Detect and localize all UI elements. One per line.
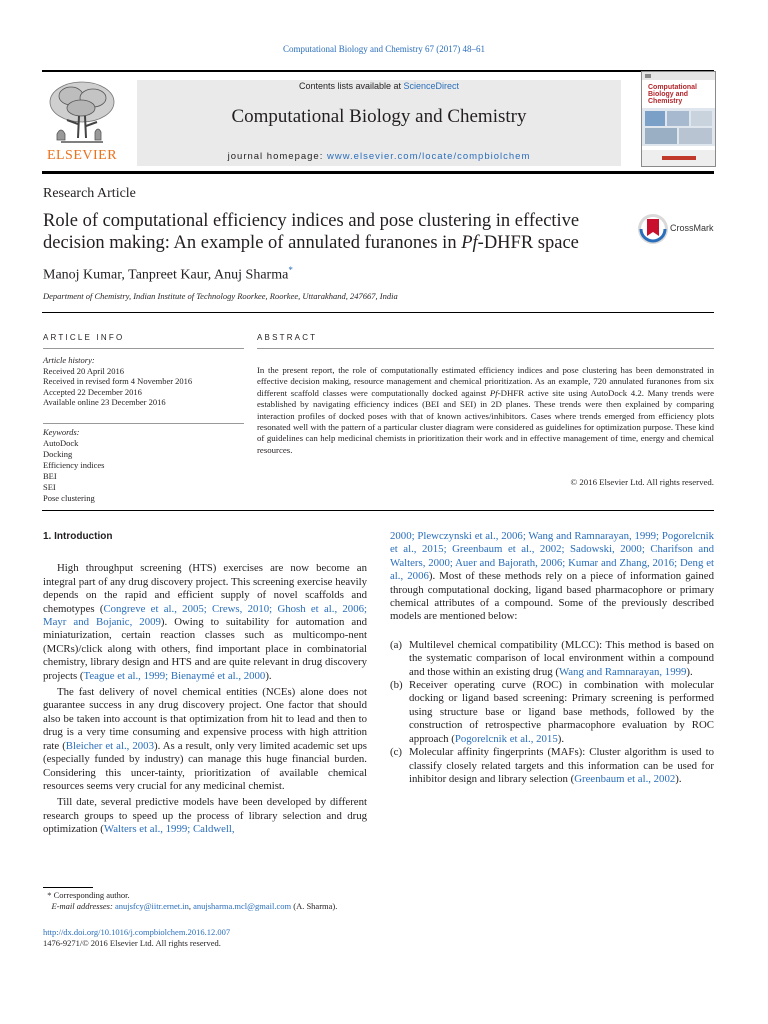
- list-item: [390, 679, 714, 746]
- text: ). As a result, only very limited academic set ups (especially funded by industry) can manage this huge financial burden. Considering this uncer-tainty, prioritization of available chemical resources seems very crucial for any medicinal chemist.: [43, 739, 367, 792]
- journal-reference[interactable]: Computational Biology and Chemistry 67 (2017) 48–61: [283, 44, 485, 54]
- info-rule: [43, 348, 244, 349]
- history-item: Available online 23 December 2016: [43, 397, 166, 408]
- elsevier-logo[interactable]: [43, 76, 121, 164]
- cover-title: Computational Biology and Chemistry: [648, 84, 697, 105]
- keyword-item: Docking: [43, 449, 73, 459]
- homepage-line: [137, 151, 621, 162]
- text: Multilevel chemical compatibility (MLCC): This method is based on the systematic comparison of local environment within a compound and those within an existing drug (: [409, 638, 714, 678]
- citation-link[interactable]: Pogorelcnik et al., 2015: [454, 732, 558, 745]
- keyword-item: BEI: [43, 471, 57, 481]
- history-item: Accepted 22 December 2016: [43, 386, 142, 397]
- citation-link[interactable]: Bleicher et al., 2003: [65, 739, 154, 752]
- corresponding-author-mark[interactable]: *: [288, 265, 293, 275]
- text: Receiver operating curve (ROC) in combination with molecular docking or ligand based screening: Primary screening is performed using structure base or ligand base methods, followed by the construction of retrospective pharmacophore evaluation by ROC approach (: [409, 679, 714, 745]
- list-item: [390, 639, 714, 679]
- contents-prefix: Contents lists available at: [298, 81, 404, 91]
- keyword-item: Efficiency indices: [43, 460, 105, 470]
- paragraph: [43, 686, 367, 793]
- section-heading-introduction: 1. Introduction: [43, 531, 113, 542]
- abstract-italic: Pf: [489, 387, 498, 398]
- list-item: [390, 746, 714, 786]
- keyword-item: SEI: [43, 482, 56, 492]
- text: ).: [265, 669, 272, 682]
- abstract-heading: ABSTRACT: [257, 333, 318, 342]
- elsevier-wordmark: ELSEVIER: [46, 148, 118, 163]
- list-label: (a): [390, 638, 402, 651]
- body-column-right: [390, 530, 714, 786]
- email-label: E-mail addresses:: [51, 901, 113, 911]
- section-rule: [42, 312, 714, 313]
- paragraph: [43, 796, 367, 836]
- text: ). Most of these methods rely on a piece of information gained through computational docking, ligand based pharmacophore or primary chemical attributes of a compound. Some of the previously described models are mentioned below:: [390, 570, 714, 623]
- article-type: Research Article: [43, 186, 136, 201]
- abstract-rule: [257, 348, 714, 349]
- affiliation: Department of Chemistry, Indian Institute of Technology Roorkee, Roorkee, Uttarakhand, 247667, India: [43, 291, 398, 301]
- citation-link[interactable]: Teague et al., 1999; Bienaymé et al., 2000: [83, 669, 266, 682]
- homepage-link[interactable]: www.elsevier.com/locate/compbiolchem: [326, 151, 531, 162]
- list-label: (c): [390, 746, 402, 759]
- journal-cover-thumbnail[interactable]: [641, 71, 716, 167]
- doi-link[interactable]: http://dx.doi.org/10.1016/j.compbiolchem.2016.12.007: [43, 927, 231, 937]
- citation-link[interactable]: Walters et al., 1999; Caldwell,: [103, 823, 235, 836]
- article-title: [43, 210, 633, 254]
- title-line-2-italic: Pf: [461, 233, 478, 253]
- text: ).: [686, 665, 693, 678]
- abstract-part: -DHFR active site using AutoDock 4.2. Many trends were established by navigating efficiency indices (BEI and SEI) in 2D planes. These trends were then explained by comparing interaction profiles of docked poses with that of known actives/inhibitors. Cases where trends emerged from efficiency plots resonated well with the pattern of a particular cluster diagram were considered as guidelines for optimization purpose. These kind of guidelines can help medicinal chemists in prioritization their work and in effective management of time, energy and chemical resources.: [257, 387, 714, 455]
- text: ).: [557, 732, 565, 745]
- citation-link[interactable]: Wang and Ramnarayan, 1999: [558, 665, 687, 678]
- article-history: [43, 355, 248, 408]
- masthead-top-rule: [42, 70, 714, 72]
- body-column-left: [43, 530, 367, 840]
- elsevier-tree-icon: [43, 76, 121, 148]
- footnote-mark: *: [47, 890, 52, 900]
- corresponding-note: [43, 890, 423, 901]
- title-line-1: Role of computational efficiency indices and pose clustering in effective: [43, 211, 580, 231]
- email-link[interactable]: anujsharma.mcl@gmail.com: [193, 901, 292, 911]
- section-rule: [42, 510, 714, 511]
- text: High throughput screening (HTS) exercises are now become an integral part of any drug discovery project. This screening exercise heavily depends on the rapid and efficient supply of novel scaffolds and chemotypes (: [43, 562, 367, 615]
- footnotes: [43, 890, 423, 912]
- abstract-text: [257, 365, 714, 456]
- issn-line: 1476-9271/© 2016 Elsevier Ltd. All rights reserved.: [43, 938, 221, 948]
- paragraph: [43, 562, 367, 683]
- crossmark-label: CrossMark: [670, 223, 714, 233]
- citation-link[interactable]: Greenbaum et al., 2002: [574, 772, 676, 785]
- homepage-label: journal homepage:: [227, 151, 327, 162]
- title-line-2b: -DHFR space: [477, 233, 579, 253]
- sciencedirect-link[interactable]: ScienceDirect: [403, 81, 460, 91]
- keywords: [43, 427, 248, 504]
- text: ). Owing to suitability for automation and miniaturization, certain reaction classes such as multicompo-nent (MCRs)/click along with others, find important place in combinatorial chemistry, library design and HTS and are quite relevant in drug discovery projects (: [43, 616, 367, 682]
- abstract-part: In the present report, the role of computationally estimated efficiency indices and pose clustering has been demonstrated in effective decision making, resource management and chemical prioritization. As an example, 720 annulated furanones from six different scaffold classes were computationally docked against: [257, 365, 714, 398]
- title-line-2a: decision making: An example of annulated furanones in: [43, 233, 462, 253]
- crossmark-icon: [637, 213, 669, 245]
- masthead-bottom-rule: [42, 171, 714, 174]
- text: ,: [188, 901, 194, 911]
- journal-name: Computational Biology and Chemistry: [231, 106, 527, 127]
- footnote-rule: [43, 887, 93, 888]
- citation-link[interactable]: 2000; Plewczynski et al., 2006; Wang and Ramnarayan, 1999; Pogorelcnik et al., 2015; Greenbaum et al., 2002; Sadowski, 2000; Charifson and Walters, 2000; Auer and Bajorath, 2006; Kumar and Zhang, 2016; Deng et al., 2006: [390, 530, 714, 583]
- keywords-label: Keywords:: [43, 427, 80, 437]
- citation-link[interactable]: Congreve et al., 2005; Crews, 2010; Ghosh et al., 2006; Mayr and Bojanic, 2009: [43, 602, 367, 629]
- abstract-copyright: © 2016 Elsevier Ltd. All rights reserved.: [570, 477, 714, 487]
- text: The fast delivery of novel chemical entities (NCEs) alone does not guarantee success in any drug discovery project. One factor that should also be taken into account is that optimization from hit to lead and then to drug is a very time consuming and expensive process with high attrition rate (: [43, 686, 367, 752]
- text: Till date, several predictive models have been developed by different research groups to speed up the process of library selection and drug optimization (: [43, 796, 367, 836]
- article-info-heading: ARTICLE INFO: [43, 333, 125, 342]
- text: Corresponding author.: [53, 890, 130, 900]
- contents-line: [137, 81, 621, 91]
- email-note: [43, 901, 423, 912]
- paragraph: [390, 530, 714, 624]
- email-link[interactable]: anujsfcy@iitr.ernet.in: [114, 901, 189, 911]
- masthead-banner: [137, 80, 621, 166]
- doi-block: [43, 927, 423, 949]
- keyword-item: Pose clustering: [43, 493, 95, 503]
- text: (A. Sharma).: [291, 901, 338, 911]
- history-item: Received in revised form 4 November 2016: [43, 376, 193, 387]
- text: Molecular affinity fingerprints (MAFs): Cluster algorithm is used to classify closely related targets and this information can be used for inhibitor design and library selection (: [409, 746, 714, 785]
- authors-names: Manoj Kumar, Tanpreet Kaur, Anuj Sharma: [43, 267, 289, 283]
- list-label: (b): [390, 679, 403, 692]
- info-rule: [43, 423, 244, 424]
- crossmark-badge[interactable]: [637, 213, 717, 245]
- history-label: Article history:: [43, 355, 95, 365]
- author-list: [43, 265, 293, 284]
- history-item: Received 20 April 2016: [43, 365, 124, 376]
- text: ).: [675, 772, 682, 785]
- keyword-item: AutoDock: [43, 438, 79, 448]
